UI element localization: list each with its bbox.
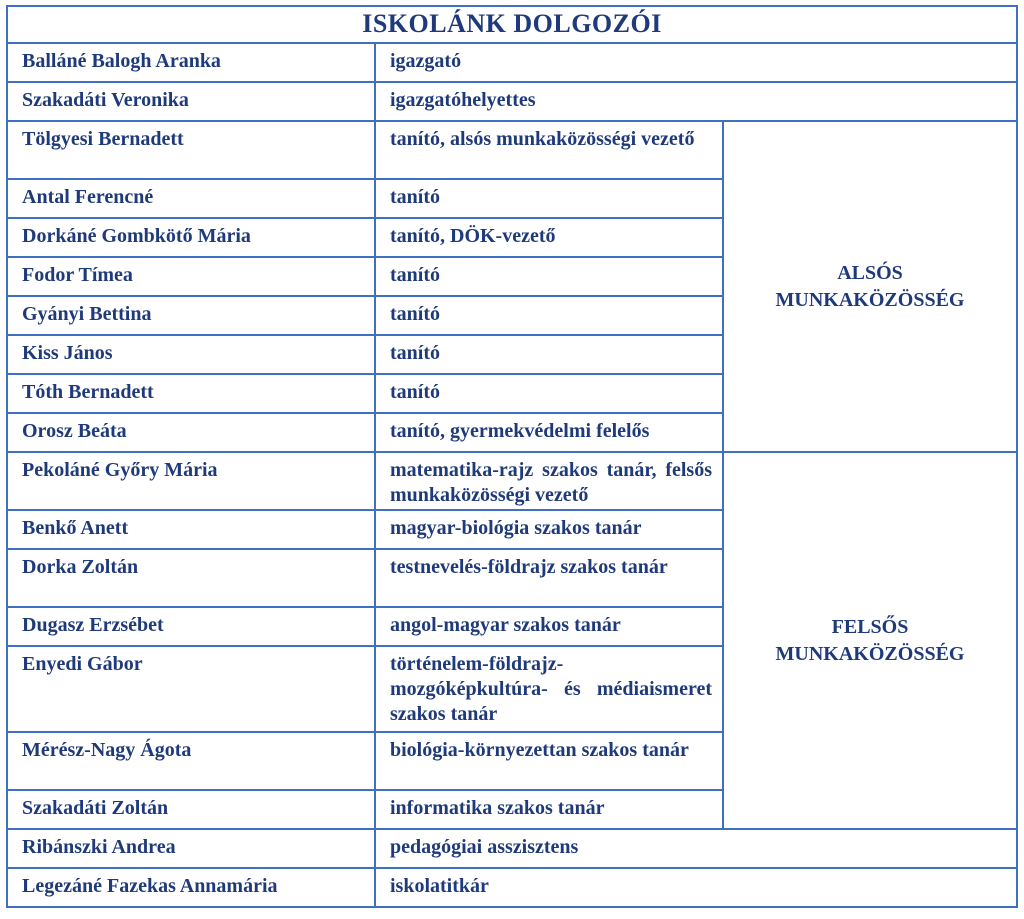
table-row xyxy=(7,829,1017,868)
staff-role: tanító xyxy=(375,335,723,374)
table-row xyxy=(7,121,1017,179)
staff-role: testnevelés-földrajz szakos tanár xyxy=(375,549,723,607)
staff-role: igazgató xyxy=(375,43,1017,82)
staff-name: Gyányi Bettina xyxy=(7,296,375,335)
staff-name: Pekoláné Győry Mária xyxy=(7,452,375,510)
staff-role: igazgatóhelyettes xyxy=(375,82,1017,121)
staff-name: Fodor Tímea xyxy=(7,257,375,296)
group-cell-lower xyxy=(723,121,1017,452)
staff-role: tanító xyxy=(375,296,723,335)
group-lower-line2: MUNKAKÖZÖSSÉG xyxy=(775,288,965,311)
staff-role: biológia-környezettan szakos tanár xyxy=(375,732,723,790)
staff-name: Balláné Balogh Aranka xyxy=(7,43,375,82)
staff-name: Dorka Zoltán xyxy=(7,549,375,607)
staff-role: történelem-földrajz-mozgóképkultúra- és médiaismeret szakos tanár xyxy=(375,646,723,732)
staff-name: Tóth Bernadett xyxy=(7,374,375,413)
staff-role: magyar-biológia szakos tanár xyxy=(375,510,723,549)
table-row xyxy=(7,43,1017,82)
staff-role: pedagógiai asszisztens xyxy=(375,829,1017,868)
staff-name: Enyedi Gábor xyxy=(7,646,375,732)
group-lower-line1: ALSÓS xyxy=(837,261,903,284)
group-upper-line2: MUNKAKÖZÖSSÉG xyxy=(775,642,965,665)
staff-name: Antal Ferencné xyxy=(7,179,375,218)
staff-name: Dugasz Erzsébet xyxy=(7,607,375,646)
staff-table xyxy=(6,5,1018,908)
staff-name: Kiss János xyxy=(7,335,375,374)
staff-role: angol-magyar szakos tanár xyxy=(375,607,723,646)
staff-role: tanító, alsós munkaközösségi vezető xyxy=(375,121,723,179)
staff-name: Mérész-Nagy Ágota xyxy=(7,732,375,790)
group-upper-line1: FELSŐS xyxy=(831,615,909,638)
staff-role: tanító xyxy=(375,374,723,413)
group-cell-upper xyxy=(723,452,1017,829)
table-row xyxy=(7,868,1017,907)
staff-name: Tölgyesi Bernadett xyxy=(7,121,375,179)
staff-role: iskolatitkár xyxy=(375,868,1017,907)
table-title-row xyxy=(7,6,1017,43)
staff-name: Benkő Anett xyxy=(7,510,375,549)
staff-role: tanító xyxy=(375,179,723,218)
staff-role: informatika szakos tanár xyxy=(375,790,723,829)
staff-role: matematika-rajz szakos tanár, felsős munkaközösségi vezető xyxy=(375,452,723,510)
staff-role: tanító, DÖK-vezető xyxy=(375,218,723,257)
staff-name: Legezáné Fazekas Annamária xyxy=(7,868,375,907)
staff-name: Szakadáti Veronika xyxy=(7,82,375,121)
staff-name: Dorkáné Gombkötő Mária xyxy=(7,218,375,257)
staff-name: Orosz Beáta xyxy=(7,413,375,452)
table-row xyxy=(7,452,1017,510)
staff-role: tanító, gyermekvédelmi felelős xyxy=(375,413,723,452)
table-title: ISKOLÁNK DOLGOZÓI xyxy=(7,6,1017,43)
staff-name: Szakadáti Zoltán xyxy=(7,790,375,829)
staff-table-container xyxy=(6,5,1018,908)
staff-name: Ribánszki Andrea xyxy=(7,829,375,868)
table-row xyxy=(7,82,1017,121)
staff-role: tanító xyxy=(375,257,723,296)
